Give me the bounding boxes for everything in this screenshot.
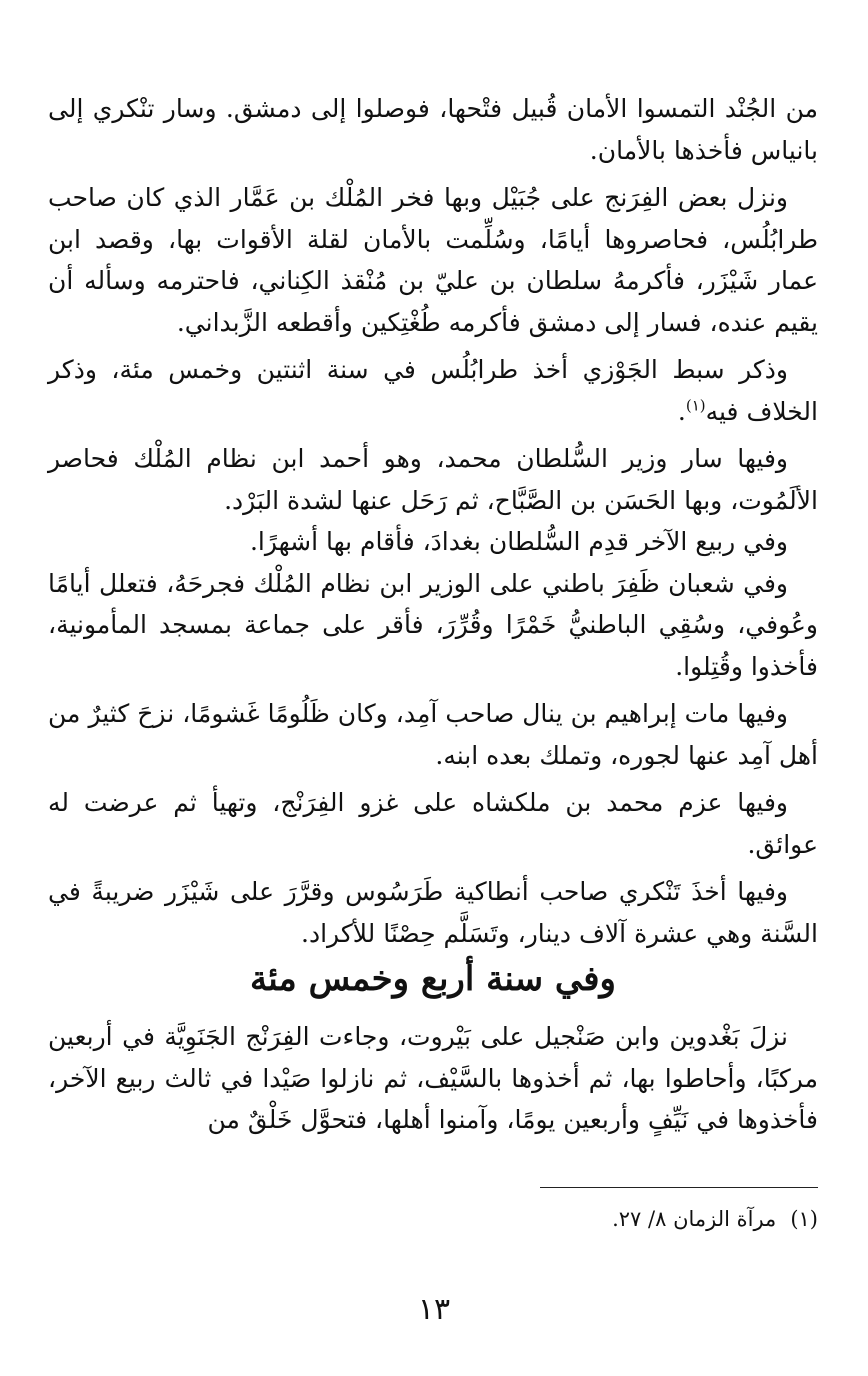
footnote-reference: (١) — [685, 396, 706, 415]
main-text — [48, 88, 818, 1141]
paragraph-3 — [48, 349, 818, 432]
paragraph-5: وفي ربيع الآخر قدِم السُّلطان بغدادَ، فأقام بها أشهرًا. — [249, 527, 788, 556]
page-number: ١٣ — [417, 1292, 451, 1327]
paragraph-6: وفي شعبان ظَفِرَ باطني على الوزير ابن نظام المُلْك فجرحَهُ، فتعلل أيامًا وعُوفي، وسُقِي الباطنيُّ خَمْرًا وقُرِّرَ، فأقر على جماعة بمسجد المأمونية، فأخذوا وقُتِلوا. — [48, 568, 818, 681]
footnote — [48, 1204, 818, 1234]
paragraph-2: ونزل بعض الفِرَنج على جُبَيْل وبها فخر المُلْك بن عَمَّار الذي كان صاحب طرابُلُس، فحاصروها أيامًا، وسُلِّمت بالأمان لقلة الأقوات بها، وقصد ابن عمار شَيْزَر، فأكرمهُ سلطان بن عليّ بن مُنْقذ الكِناني، فاحترمه وسأله أن يقيم عنده، فسار إلى دمشق فأكرمه طُغْتِكين وأقطعه الزَّبداني. — [48, 183, 818, 337]
footnote-text: مرآة الزمان ٨/ ٢٧. — [612, 1207, 777, 1231]
section-heading: وفي سنة أربع وخمس مئة — [250, 959, 616, 999]
paragraph-3-text: وذكر سبط الجَوْزي أخذ طرابُلُس في سنة اثنتين وخمس مئة، وذكر الخلاف فيه — [48, 355, 818, 426]
footnote-divider — [540, 1187, 818, 1188]
footnote-number: (١) — [790, 1207, 818, 1231]
paragraph-4: وفيها سار وزير السُّلطان محمد، وهو أحمد ابن نظام المُلْك فحاصر الألَمُوت، وبها الحَسَن بن الصَّبَّاح، ثم رَحَل عنها لشدة البَرْد. — [48, 444, 818, 515]
paragraph-7: وفيها مات إبراهيم بن ينال صاحب آمِد، وكان ظَلُومًا غَشومًا، نزحَ كثيرٌ من أهل آمِد عنها لجوره، وتملك بعده ابنه. — [48, 699, 818, 770]
paragraph-1: من الجُنْد التمسوا الأمان قُبيل فتْحها، فوصلوا إلى دمشق. وسار تنْكري إلى بانياس فأخذها بالأمان. — [48, 94, 818, 165]
paragraph-9: وفيها أخذَ تَنْكري صاحب أنطاكية طَرَسُوس وقرَّرَ على شَيْزَر ضريبةً في السَّنة وهي عشرة آلاف دينار، وتَسَلَّم حِصْنًا للأكراد. — [48, 877, 818, 948]
paragraph-8: وفيها عزم محمد بن ملكشاه على غزو الفِرَنْج، وتهيأ ثم عرضت له عوائق. — [48, 788, 818, 859]
section-paragraph: نزلَ بَغْدوين وابن صَنْجيل على بَيْروت، وجاءت الفِرَنْج الجَنَوِيَّة في أربعين مركبًا، وأحاطوا بها، ثم أخذوها بالسَّيْف، ثم نازلوا صَيْدا في ثالث ربيع الآخر، فأخذوها في نَيِّفٍ وأربعين يومًا، وآمنوا أهلها، فتحوَّل خَلْقٌ من — [48, 1022, 818, 1134]
paragraph-3-end: . — [677, 396, 686, 426]
